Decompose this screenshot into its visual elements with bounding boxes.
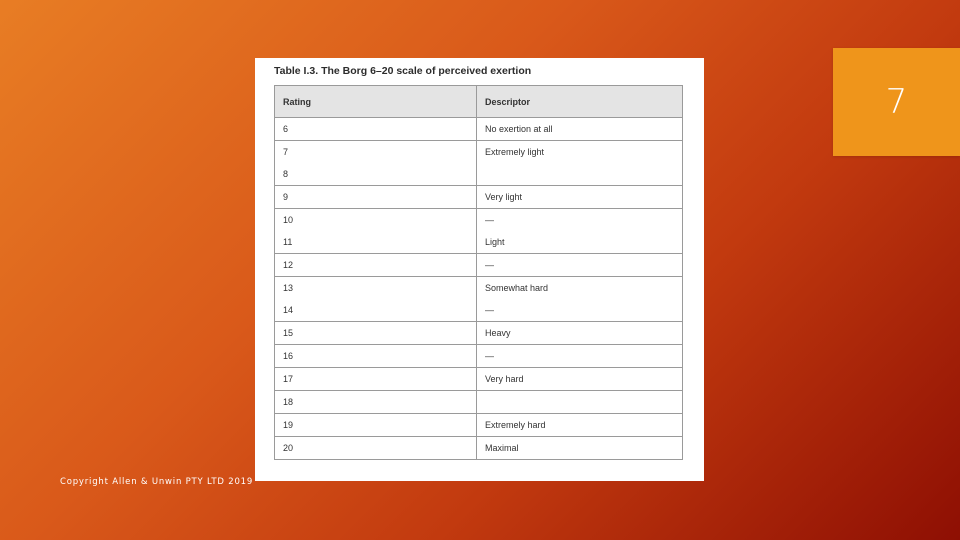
rating-cell: 19: [275, 414, 477, 437]
rating-cell: 12: [275, 254, 477, 277]
table-row: [275, 141, 683, 164]
rating-cell: 11: [275, 231, 477, 254]
descriptor-cell: —: [477, 299, 683, 322]
descriptor-cell: Light: [477, 231, 683, 254]
rating-cell: 8: [275, 163, 477, 186]
rating-cell: 10: [275, 209, 477, 232]
table-caption: Table I.3. The Borg 6–20 scale of perceived exertion: [274, 65, 532, 77]
copyright-text: Copyright Allen & Unwin PTY LTD 2019: [60, 477, 254, 487]
descriptor-cell: [477, 391, 683, 414]
rating-cell: 16: [275, 345, 477, 368]
rating-cell: 9: [275, 186, 477, 209]
rating-cell: 13: [275, 277, 477, 300]
descriptor-cell: Heavy: [477, 322, 683, 345]
header-descriptor: Descriptor: [477, 86, 683, 118]
table-row: [275, 209, 683, 232]
header-rating: Rating: [275, 86, 477, 118]
table-row: [275, 391, 683, 414]
descriptor-cell: —: [477, 345, 683, 368]
table-row: [275, 254, 683, 277]
descriptor-cell: —: [477, 254, 683, 277]
rating-cell: 20: [275, 437, 477, 460]
table-row: [275, 345, 683, 368]
descriptor-cell: [477, 163, 683, 186]
descriptor-cell: Maximal: [477, 437, 683, 460]
table-row: [275, 414, 683, 437]
table-row: [275, 277, 683, 300]
table-row: [275, 186, 683, 209]
rating-cell: 15: [275, 322, 477, 345]
descriptor-cell: Very light: [477, 186, 683, 209]
descriptor-cell: Very hard: [477, 368, 683, 391]
rating-cell: 7: [275, 141, 477, 164]
rating-cell: 6: [275, 118, 477, 141]
rating-cell: 18: [275, 391, 477, 414]
rating-cell: 14: [275, 299, 477, 322]
borg-scale-table: [274, 85, 683, 460]
descriptor-cell: Somewhat hard: [477, 277, 683, 300]
slide-number: 7: [833, 48, 960, 156]
descriptor-cell: No exertion at all: [477, 118, 683, 141]
table-row: [275, 299, 683, 322]
descriptor-cell: —: [477, 209, 683, 232]
table-image: [255, 58, 704, 481]
descriptor-cell: Extremely hard: [477, 414, 683, 437]
table-row: [275, 437, 683, 460]
rating-cell: 17: [275, 368, 477, 391]
descriptor-cell: Extremely light: [477, 141, 683, 164]
table-row: [275, 322, 683, 345]
table-row: [275, 231, 683, 254]
table-header-row: [275, 86, 683, 118]
table-row: [275, 118, 683, 141]
table-row: [275, 163, 683, 186]
table-row: [275, 368, 683, 391]
